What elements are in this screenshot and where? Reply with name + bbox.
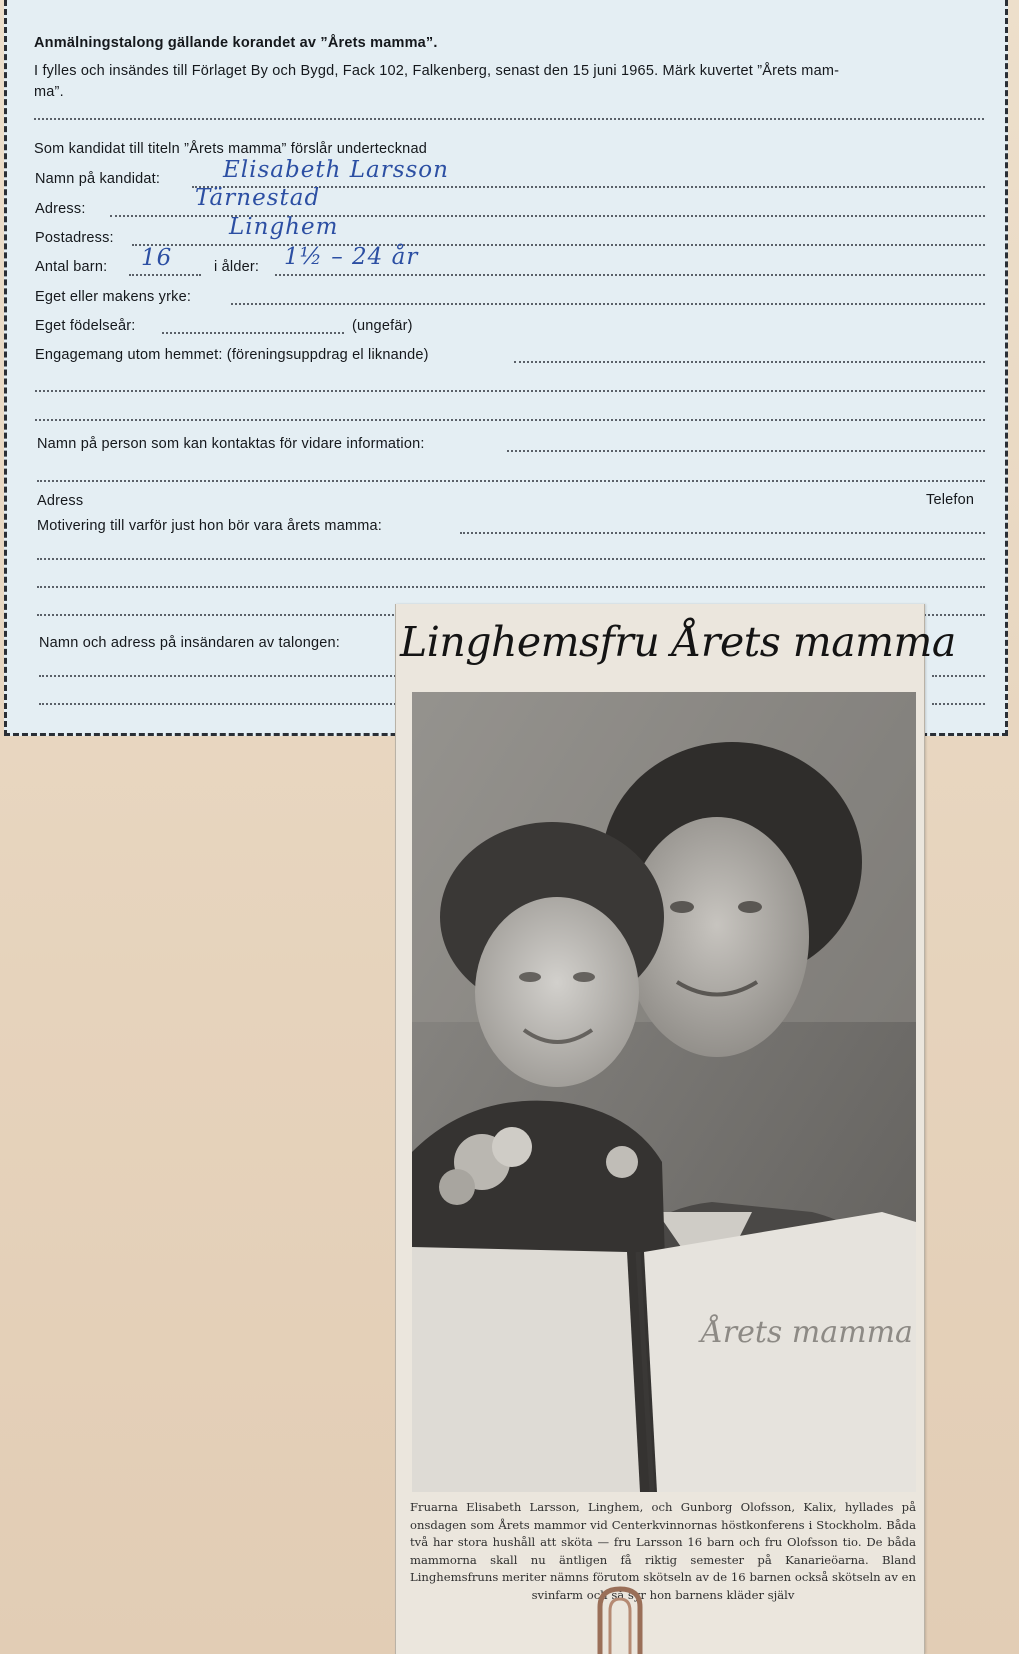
children-handwritten: 16 bbox=[141, 245, 173, 271]
motivation-label: Motivering till varför just hon bör vara årets mamma: bbox=[37, 518, 383, 534]
birth-year-line bbox=[162, 332, 344, 334]
form-instructions-line1: I fylles och insändes till Förlaget By och Bygd, Fack 102, Falkenberg, senast den 15 juni 1965. Märk kuvertet ”Årets mam- bbox=[34, 63, 840, 79]
postal-line bbox=[132, 244, 985, 246]
sender-label: Namn och adress på insändaren av talongen: bbox=[39, 635, 341, 651]
birth-year-label: Eget födelseår: bbox=[35, 318, 136, 334]
form-intro: Som kandidat till titeln ”Årets mamma” förslår undertecknad bbox=[34, 141, 427, 157]
engagement-line bbox=[514, 361, 985, 363]
birth-year-note: (ungefär) bbox=[352, 318, 413, 334]
diploma-text: Årets mamma bbox=[701, 1315, 913, 1350]
engagement-label: Engagemang utom hemmet: (föreningsuppdrag el liknande) bbox=[35, 347, 429, 363]
postal-label: Postadress: bbox=[35, 230, 114, 246]
age-line bbox=[275, 274, 985, 276]
sender-line-right bbox=[932, 675, 985, 677]
children-line bbox=[129, 274, 201, 276]
name-label: Namn på kandidat: bbox=[35, 171, 161, 187]
engagement-line-2 bbox=[35, 390, 985, 392]
name-handwritten: Elisabeth Larsson bbox=[223, 157, 449, 183]
newspaper-clipping bbox=[395, 604, 956, 1654]
age-handwritten: 1½ – 24 år bbox=[284, 244, 419, 270]
contact-line bbox=[507, 450, 985, 452]
sender-line-right-2 bbox=[932, 703, 985, 705]
age-label: i ålder: bbox=[214, 259, 260, 275]
children-label: Antal barn: bbox=[35, 259, 108, 275]
clipping-headline: Linghemsfru Årets mamma bbox=[400, 618, 956, 666]
form-heading: Anmälningstalong gällande korandet av ”Årets mamma”. bbox=[34, 35, 438, 51]
clipping-caption: Fruarna Elisabeth Larsson, Linghem, och Gunborg Olofsson, Kalix, hyllades på onsdagen som Årets mammor vid Centerkvinnornas höstkonferens i Stockholm. Båda två har stora hushåll att sköta — fru Larsson 16 barn och fru Olofsson tio. De båda mammorna skall nu äntligen få riktig semester på Kanarieöarna. Bland Linghemsfruns meriter nämns förutom skötseln av de 16 barnen också skötseln av en svinfarm och så syr hon barnens kläder själv bbox=[410, 1500, 916, 1602]
contact-line-2 bbox=[37, 480, 985, 482]
sender-line-3 bbox=[39, 703, 399, 705]
dotted-line bbox=[34, 118, 984, 120]
occupation-label: Eget eller makens yrke: bbox=[35, 289, 192, 305]
motivation-line bbox=[460, 532, 985, 534]
form-instructions-line2: ma”. bbox=[34, 84, 64, 100]
motivation-line-3 bbox=[37, 586, 985, 588]
occupation-line bbox=[231, 303, 985, 305]
photo-illustration bbox=[412, 692, 916, 1492]
address-label: Adress: bbox=[35, 201, 86, 217]
address-handwritten: Tärnestad bbox=[195, 185, 321, 211]
engagement-line-3 bbox=[35, 419, 985, 421]
contact-label: Namn på person som kan kontaktas för vidare information: bbox=[37, 436, 425, 452]
paper-clip-icon bbox=[588, 1585, 658, 1654]
contact-phone-label: Telefon bbox=[926, 492, 975, 508]
postal-handwritten: Linghem bbox=[229, 214, 339, 240]
sender-line-2 bbox=[39, 675, 399, 677]
contact-address-label: Adress bbox=[37, 493, 84, 509]
clipping-photo bbox=[412, 692, 916, 1492]
motivation-line-2 bbox=[37, 558, 985, 560]
